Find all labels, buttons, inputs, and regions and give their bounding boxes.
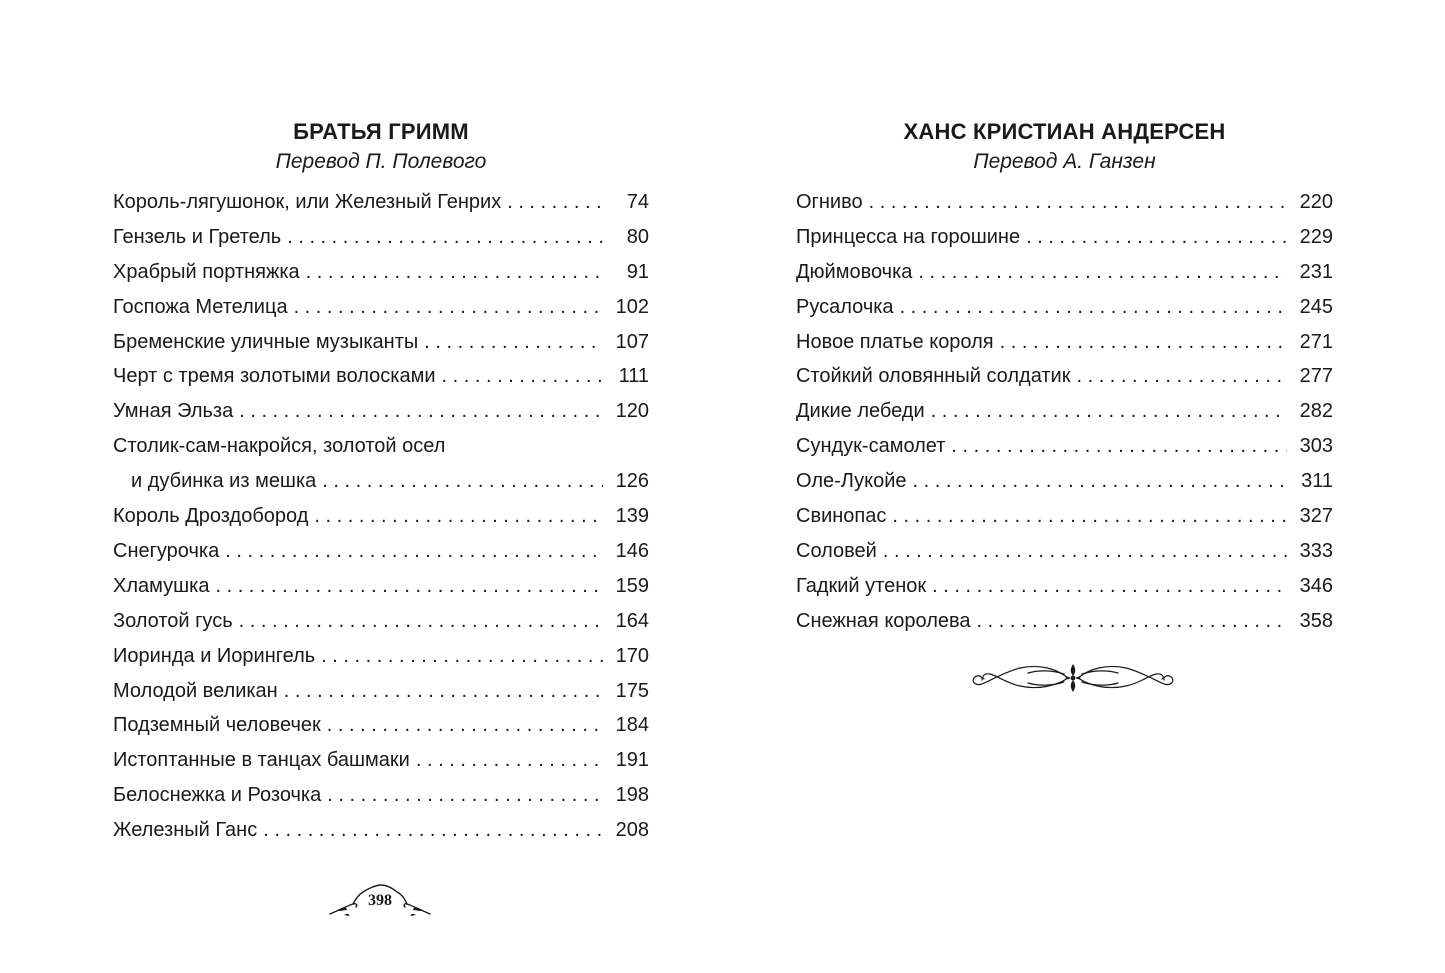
toc-entry-title-line2: и дубинка из мешка	[131, 470, 317, 493]
dot-leader	[239, 604, 603, 639]
toc-entry-title: Гензель и Гретель	[113, 225, 282, 248]
dot-leader	[306, 255, 603, 290]
dot-leader	[416, 743, 603, 778]
toc-entry-page: 220	[1299, 191, 1333, 213]
toc-entry	[113, 429, 649, 499]
dot-leader	[507, 185, 603, 220]
dot-leader	[883, 534, 1287, 569]
dot-leader	[225, 534, 603, 569]
toc-entry-page: 245	[1299, 295, 1333, 318]
toc-entry	[796, 604, 1333, 639]
toc-entry-title: Огниво	[796, 191, 863, 213]
dot-leader	[932, 569, 1287, 604]
toc-entry-title: Стойкий оловянный солдатик	[796, 365, 1071, 388]
dot-leader	[327, 778, 603, 813]
section-translator-grimm: Перевод П. Полевого	[275, 150, 487, 173]
toc-entry-title: Молодой великан	[113, 679, 278, 702]
toc-entry-page: 229	[1299, 225, 1333, 248]
toc-entry-page: 282	[1299, 400, 1333, 423]
dot-leader	[239, 394, 603, 429]
toc-entry	[113, 534, 649, 569]
grimm-section	[113, 117, 649, 848]
dot-leader	[263, 813, 603, 848]
dot-leader	[322, 464, 603, 499]
toc-entry-title: Принцесса на горошине	[796, 225, 1021, 248]
toc-entry-page: 107	[615, 330, 649, 353]
toc-entry-title: Подземный человечек	[113, 714, 321, 737]
dot-leader	[977, 604, 1287, 639]
toc-entry	[113, 394, 649, 429]
dot-leader	[314, 499, 603, 534]
toc-entry	[113, 743, 649, 778]
toc-entry	[796, 499, 1333, 534]
toc-entry-title: Русалочка	[796, 295, 894, 318]
toc-entry	[796, 290, 1333, 325]
dot-leader	[294, 290, 603, 325]
dot-leader	[284, 674, 603, 709]
dot-leader	[918, 255, 1287, 290]
toc-entry-page: 126	[615, 470, 649, 493]
toc-list-andersen	[796, 185, 1333, 639]
dot-leader	[442, 359, 603, 394]
toc-entry	[113, 290, 649, 325]
toc-entry	[796, 534, 1333, 569]
dot-leader	[287, 220, 603, 255]
toc-entry	[113, 325, 649, 360]
toc-entry	[113, 604, 649, 639]
toc-entry-page: 303	[1299, 435, 1333, 458]
toc-entry-page: 170	[615, 644, 649, 667]
dot-leader	[1076, 359, 1287, 394]
toc-entry-title: Снегурочка	[113, 539, 220, 562]
toc-entry	[113, 185, 649, 220]
dot-leader	[215, 569, 603, 604]
dot-leader	[892, 499, 1287, 534]
toc-entry-page: 164	[615, 609, 649, 632]
toc-entry-title: Госпожа Метелица	[113, 295, 288, 318]
toc-entry-page: 277	[1299, 365, 1333, 388]
toc-entry-title: Белоснежка и Розочка	[113, 784, 322, 807]
section-author-grimm: БРАТЬЯ ГРИММ	[293, 119, 469, 144]
toc-entry	[796, 185, 1333, 220]
toc-entry-title: Соловей	[796, 539, 877, 562]
dot-leader	[951, 429, 1287, 464]
toc-entry	[113, 359, 649, 394]
toc-entry	[796, 569, 1333, 604]
toc-list-grimm	[113, 185, 649, 848]
toc-entry-title: Свинопас	[796, 505, 887, 528]
page-number-footer	[325, 880, 435, 920]
toc-entry-page: 111	[618, 365, 649, 388]
page-number: 398	[368, 892, 392, 909]
dot-leader	[424, 325, 603, 360]
toc-entry	[796, 255, 1333, 290]
toc-entry-title: Иоринда и Иорингель	[113, 644, 316, 667]
section-translator-andersen: Перевод А. Ганзен	[973, 150, 1156, 173]
toc-entry-title: Бременские уличные музыканты	[113, 330, 419, 353]
toc-entry-title: Король-лягушонок, или Железный Генрих	[113, 191, 502, 213]
dot-leader	[900, 290, 1287, 325]
toc-entry-title: Золотой гусь	[113, 609, 233, 632]
toc-entry	[113, 708, 649, 743]
toc-entry-title: Умная Эльза	[113, 400, 234, 423]
section-author-andersen: ХАНС КРИСТИАН АНДЕРСЕН	[903, 119, 1226, 144]
toc-entry	[113, 255, 649, 290]
toc-entry-page: 80	[626, 225, 649, 248]
dot-leader	[321, 639, 603, 674]
toc-entry-title: Железный Ганс	[113, 819, 258, 842]
dot-leader	[869, 185, 1287, 220]
toc-entry	[113, 674, 649, 709]
dot-leader	[913, 464, 1287, 499]
toc-entry	[113, 639, 649, 674]
toc-entry-title: Король Дроздобород	[113, 505, 309, 528]
toc-entry-title: Дикие лебеди	[796, 400, 925, 423]
toc-entry-line2	[113, 464, 649, 499]
toc-entry	[796, 429, 1333, 464]
toc-entry	[113, 220, 649, 255]
toc-entry	[113, 569, 649, 604]
toc-entry-page: 358	[1299, 609, 1333, 632]
toc-entry-title: Новое платье короля	[796, 330, 994, 353]
toc-entry-page: 208	[615, 819, 649, 842]
toc-entry-title-line1: Столик-сам-накройся, золотой осел	[113, 435, 446, 458]
toc-entry-title: Дюймовочка	[796, 260, 913, 283]
toc-entry-title: Оле-Лукойе	[796, 470, 907, 493]
dot-leader	[1000, 325, 1287, 360]
dot-leader	[327, 708, 603, 743]
toc-entry-page: 102	[615, 295, 649, 318]
toc-entry-title: Черт с тремя золотыми волосками	[113, 365, 436, 388]
left-page	[0, 0, 722, 973]
toc-entry-page: 139	[615, 505, 649, 528]
toc-entry-page: 198	[615, 784, 649, 807]
toc-entry-page: 327	[1299, 505, 1333, 528]
toc-entry-title: Истоптанные в танцах башмаки	[113, 749, 410, 772]
toc-entry-title: Храбрый портняжка	[113, 260, 300, 283]
dot-leader	[931, 394, 1287, 429]
toc-entry-page: 91	[626, 260, 649, 283]
toc-entry-page: 231	[1299, 260, 1333, 283]
toc-entry-page: 74	[626, 191, 649, 213]
toc-entry-page: 191	[615, 749, 649, 772]
toc-entry-page: 271	[1299, 330, 1333, 353]
andersen-section	[796, 117, 1333, 639]
toc-entry-title: Хламушка	[113, 574, 210, 597]
right-page	[723, 0, 1445, 973]
toc-entry-page: 346	[1299, 574, 1333, 597]
toc-entry-page: 311	[1301, 470, 1333, 493]
toc-entry-page: 184	[615, 714, 649, 737]
toc-entry	[796, 359, 1333, 394]
toc-entry	[796, 464, 1333, 499]
toc-entry-title: Сундук-самолет	[796, 435, 946, 458]
toc-entry-page: 159	[615, 574, 649, 597]
dot-leader	[1026, 220, 1287, 255]
toc-entry-title: Гадкий утенок	[796, 574, 927, 597]
toc-entry	[113, 499, 649, 534]
flourish-divider-icon	[968, 660, 1178, 696]
toc-entry	[796, 394, 1333, 429]
toc-entry-page: 175	[615, 679, 649, 702]
toc-entry	[113, 813, 649, 848]
toc-entry	[796, 325, 1333, 360]
toc-entry-page: 146	[615, 539, 649, 562]
toc-entry	[113, 778, 649, 813]
toc-entry	[796, 220, 1333, 255]
toc-entry-title: Снежная королева	[796, 609, 971, 632]
toc-entry-page: 120	[615, 400, 649, 423]
toc-entry-page: 333	[1299, 539, 1333, 562]
